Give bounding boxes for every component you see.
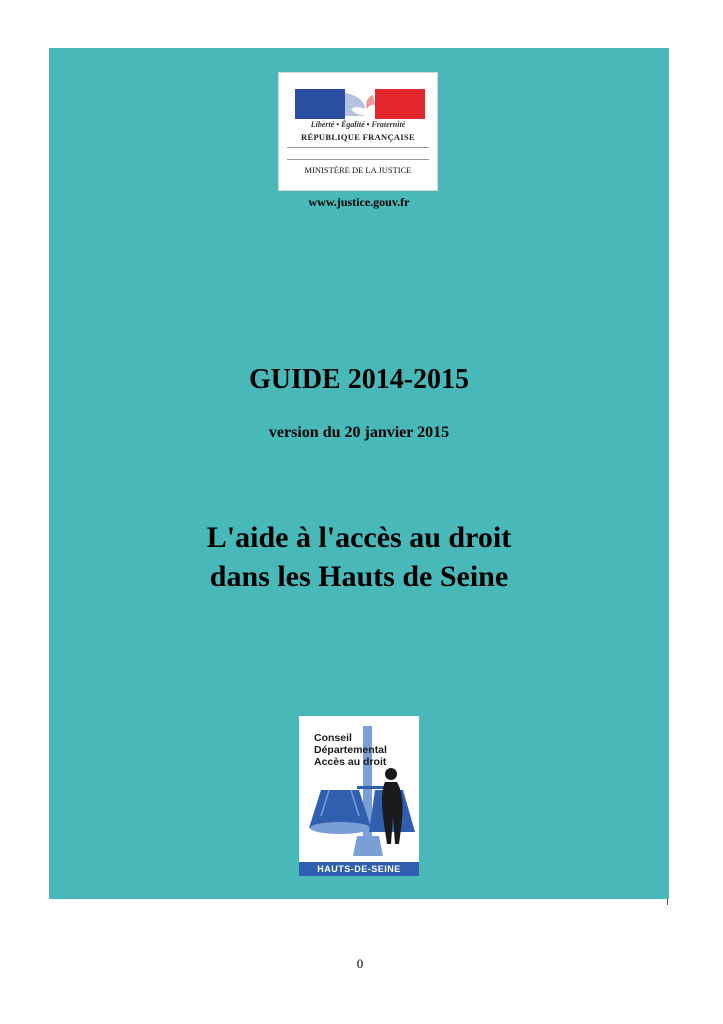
page-number: 0 bbox=[356, 956, 364, 971]
cdad-name bbox=[314, 732, 387, 768]
guide-title: GUIDE 2014-2015 bbox=[248, 364, 470, 395]
version-label: version du 20 janvier 2015 bbox=[268, 424, 450, 441]
title-line-1: L'aide à l'accès au droit bbox=[206, 521, 512, 554]
cdad-logo bbox=[299, 716, 419, 876]
title-line-2: dans les Hauts de Seine bbox=[209, 560, 509, 593]
marianne-flag-icon bbox=[295, 89, 425, 119]
cdad-region-band: HAUTS-DE-SEINE bbox=[299, 862, 419, 876]
ministry-logo bbox=[278, 72, 438, 191]
page-title bbox=[100, 518, 618, 596]
divider bbox=[287, 159, 429, 160]
website-url[interactable]: www.justice.gouv.fr bbox=[308, 195, 410, 209]
ministry-name: MINISTÈRE DE LA JUSTICE bbox=[304, 165, 412, 175]
motto: Liberté • Égalité • Fraternité bbox=[310, 120, 406, 129]
edge-mark bbox=[667, 899, 668, 905]
cdad-line-2: Départemental bbox=[314, 744, 387, 756]
republic-label: RÉPUBLIQUE FRANÇAISE bbox=[301, 132, 415, 142]
divider bbox=[287, 147, 429, 148]
cdad-line-3: Accès au droit bbox=[314, 756, 387, 768]
cdad-line-1: Conseil bbox=[314, 732, 352, 744]
